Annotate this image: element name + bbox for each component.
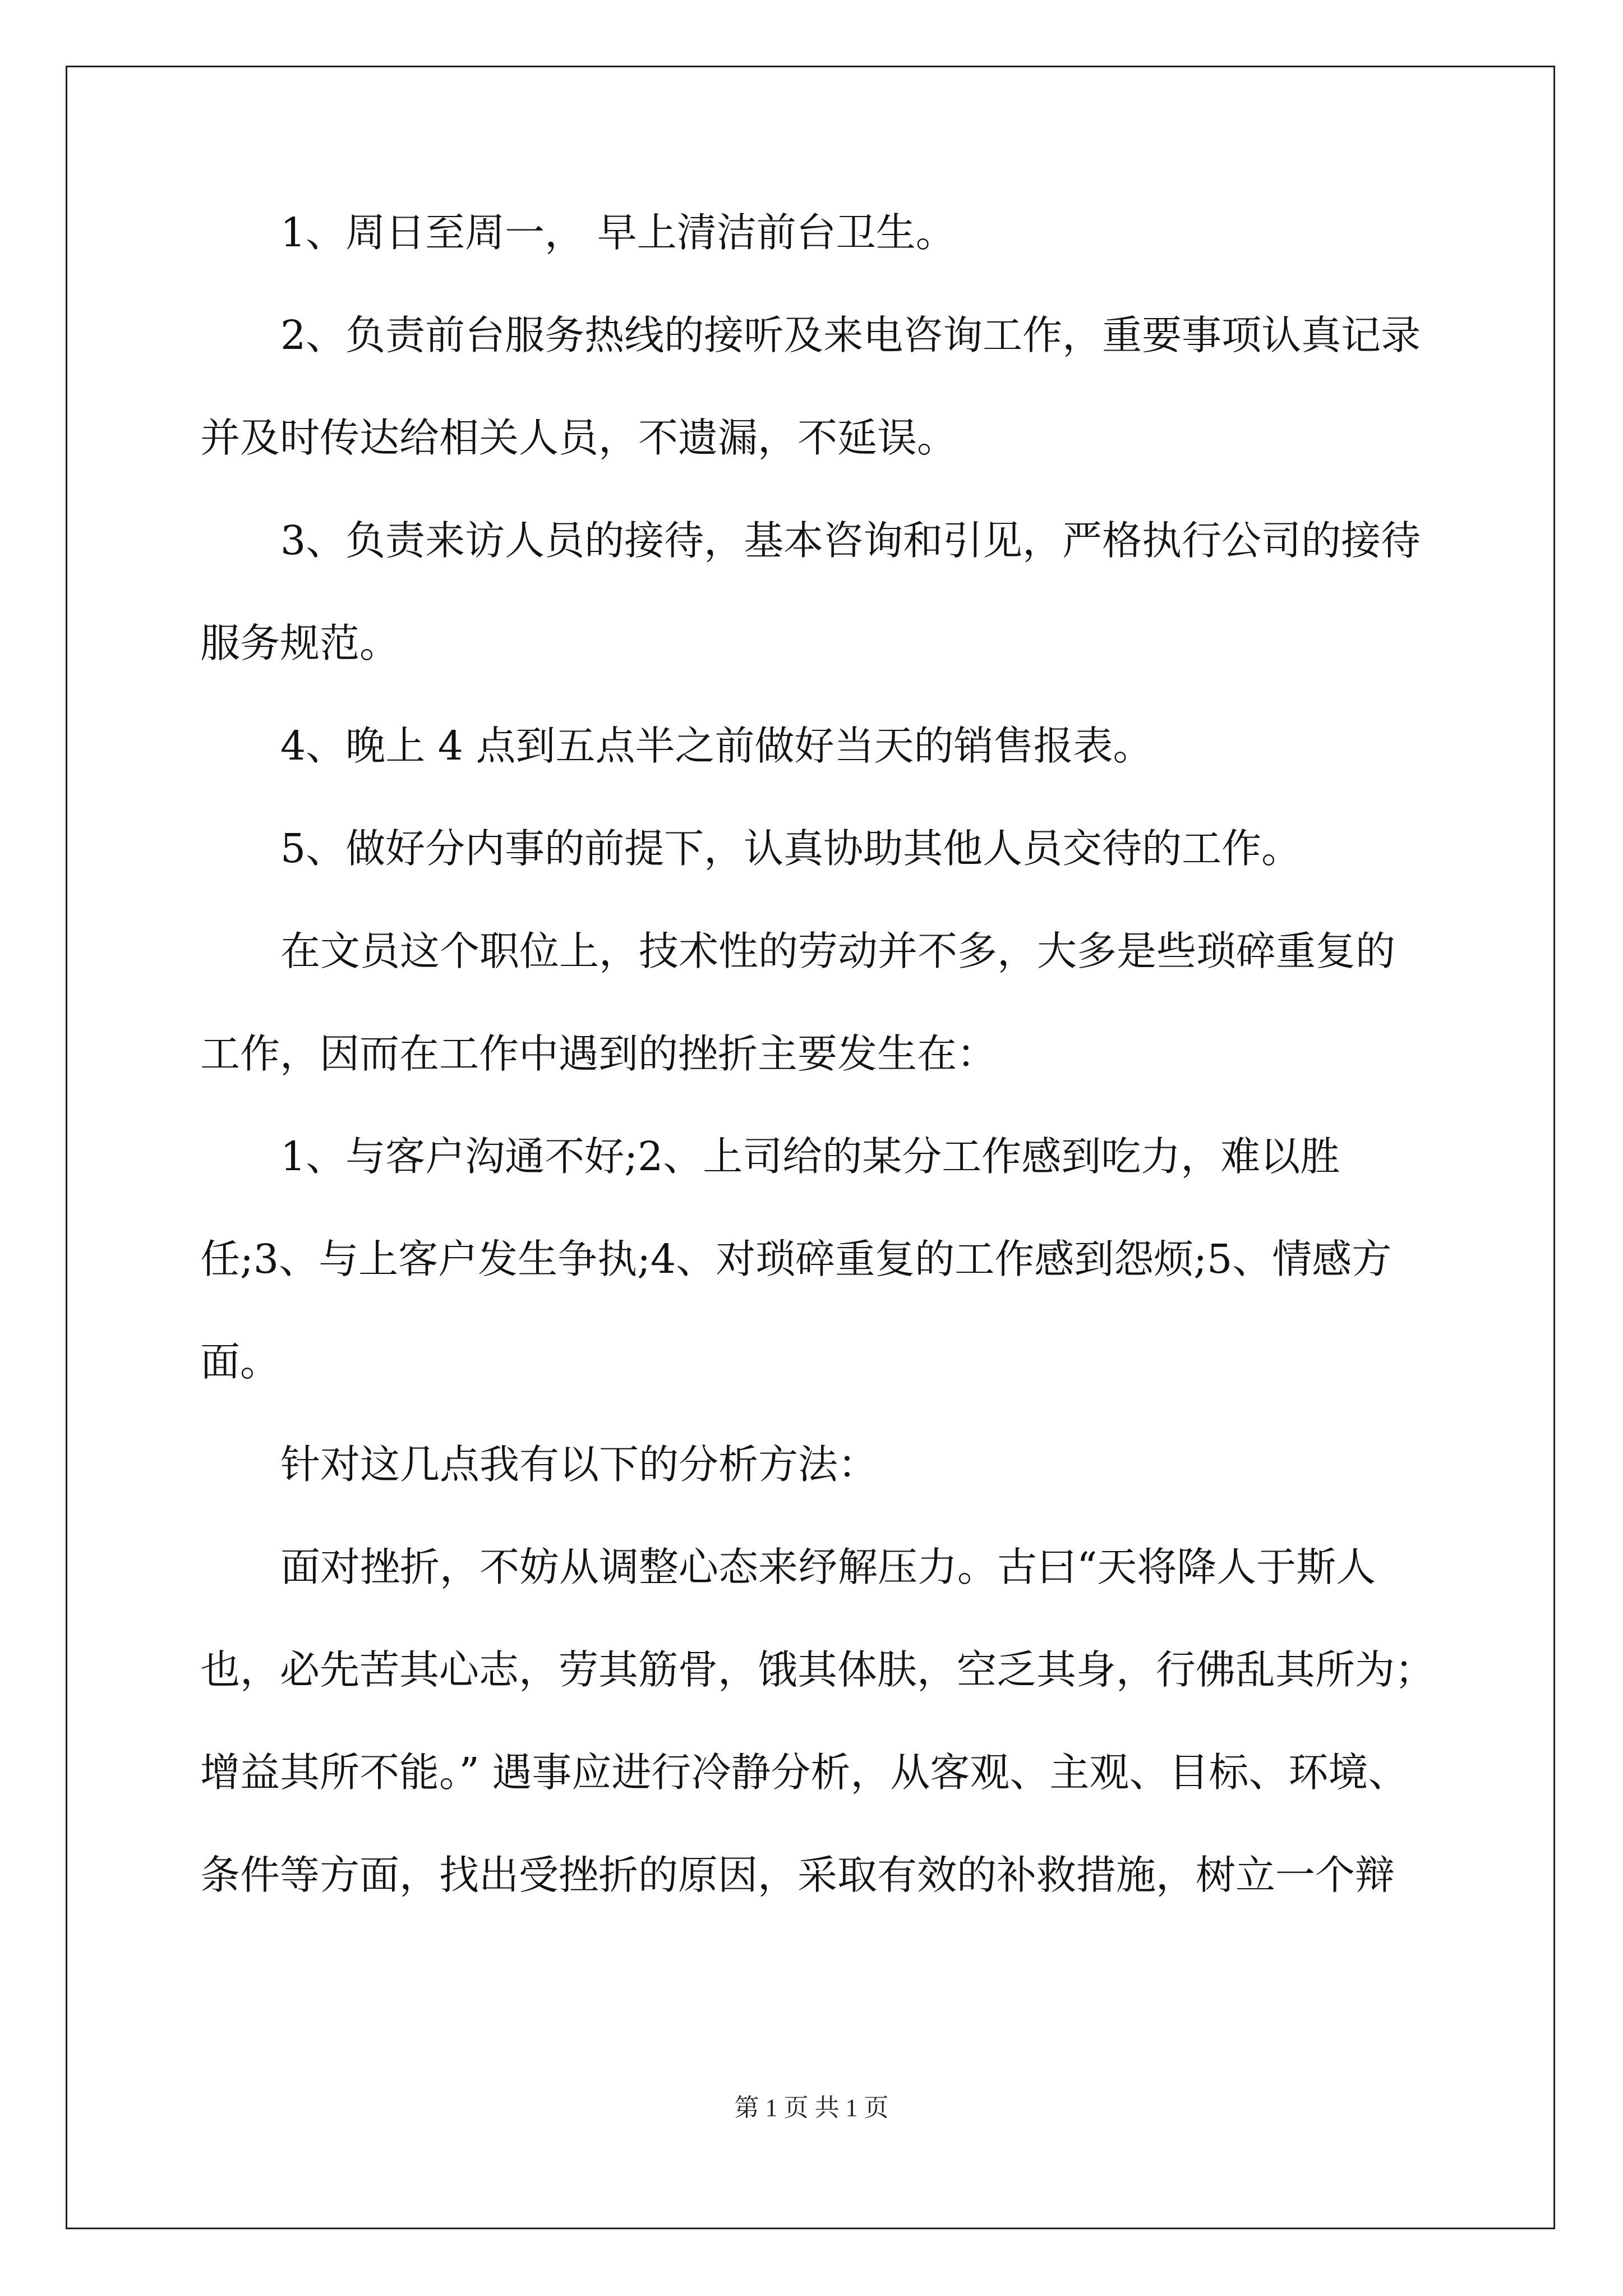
paragraph-line: 面。: [200, 1338, 280, 1385]
paragraph-line: 1、与客户沟通不好;2、上司给的某分工作感到吃力，难以胜: [280, 1133, 1340, 1180]
paragraph-line: 面对挫折，不妨从调整心态来纾解压力。古曰“天将降人于斯人: [280, 1544, 1376, 1590]
paragraph-line: 增益其所不能。” 遇事应进行冷静分析，从客观、主观、目标、环境、: [200, 1749, 1408, 1796]
paragraph-line: 服务规范。: [200, 620, 400, 666]
paragraph-line: 4、晚上 4 点到五点半之前做好当天的销售报表。: [280, 723, 1153, 769]
paragraph-line: 也，必先苦其心志，劳其筋骨，饿其体肤，空乏其身，行佛乱其所为；: [200, 1646, 1435, 1693]
paragraph-line: 任;3、与上客户发生争执;4、对琐碎重复的工作感到怨烦;5、情感方: [200, 1236, 1392, 1282]
paragraph-line: 针对这几点我有以下的分析方法：: [280, 1441, 878, 1488]
paragraph-line: 1、周日至周一， 早上清洁前台卫生。: [280, 209, 956, 256]
paragraph-line: 工作，因而在工作中遇到的挫折主要发生在：: [200, 1030, 997, 1077]
paragraph-line: 并及时传达给相关人员，不遗漏，不延误。: [200, 415, 957, 461]
paragraph-line: 在文员这个职位上，技术性的劳动并不多，大多是些琐碎重复的: [280, 928, 1396, 974]
paragraph-line: 条件等方面，找出受挫折的原因，采取有效的补救措施，树立一个辩: [200, 1852, 1395, 1898]
paragraph-line: 5、做好分内事的前提下，认真协助其他人员交待的工作。: [280, 825, 1302, 872]
page-number-footer: 第 1 页 共 1 页: [734, 2094, 889, 2122]
paragraph-line: 2、负责前台服务热线的接听及来电咨询工作，重要事项认真记录: [280, 312, 1421, 358]
paragraph-line: 3、负责来访人员的接待，基本咨询和引见，严格执行公司的接待: [280, 517, 1421, 564]
